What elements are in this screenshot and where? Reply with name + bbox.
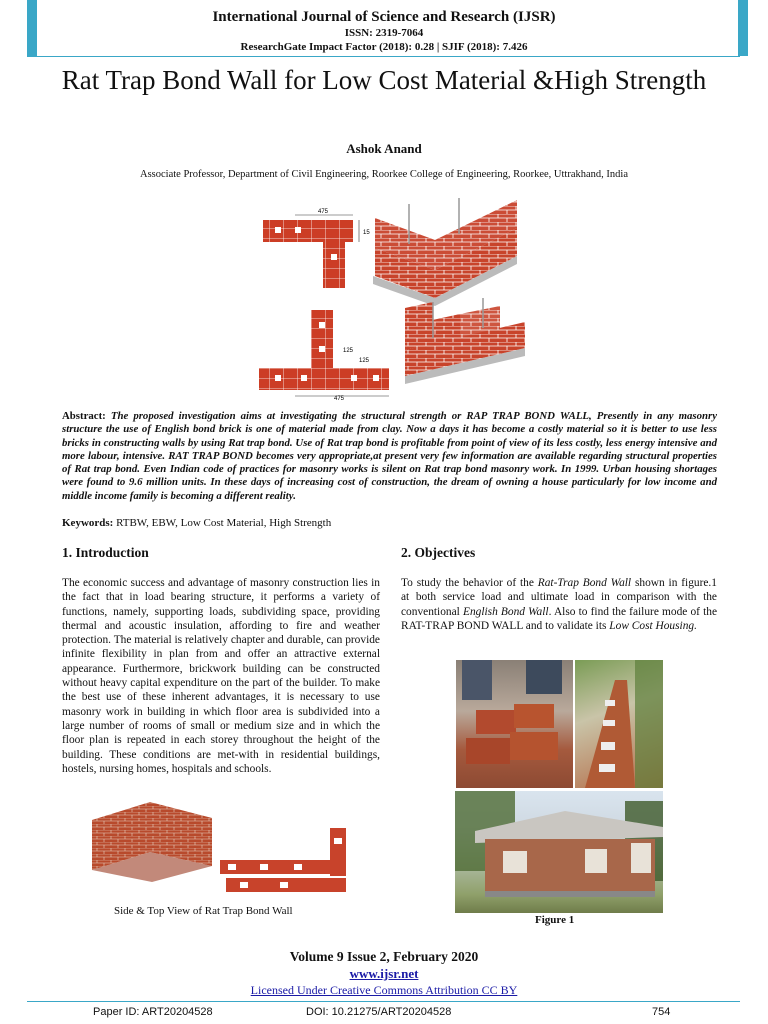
objectives-text-part: To study the behavior of the bbox=[401, 577, 538, 589]
objectives-text bbox=[401, 576, 717, 633]
dimension-label: 125 bbox=[343, 348, 354, 354]
intro-figure-caption: Side & Top View of Rat Trap Bond Wall bbox=[114, 905, 293, 917]
paper-title: Rat Trap Bond Wall for Low Cost Material &High Strength bbox=[61, 65, 707, 95]
photo-finished-house bbox=[455, 791, 663, 913]
rat-trap-figure bbox=[255, 198, 525, 400]
dimension-label: 475 bbox=[333, 396, 345, 400]
doi: DOI: 10.21275/ART20204528 bbox=[306, 1006, 452, 1018]
keywords bbox=[62, 517, 331, 529]
affiliation: Associate Professor, Department of Civil Engineering, Roorkee College of Engineering, Roorkee, Uttrakhand, India bbox=[140, 169, 628, 180]
journal-header bbox=[0, 8, 768, 54]
dimension-label: 125 bbox=[359, 358, 370, 364]
objectives-italic: English Bond Wall bbox=[462, 605, 549, 618]
abstract bbox=[62, 410, 717, 503]
dimension-label: 15 bbox=[363, 230, 370, 236]
page-number: 754 bbox=[652, 1006, 671, 1018]
top-view-plan bbox=[220, 828, 346, 892]
objectives-heading: 2. Objectives bbox=[401, 545, 476, 560]
plan-view-corner bbox=[263, 209, 370, 288]
photo-bricks-construction bbox=[456, 660, 573, 788]
objectives-text-part: shown in figure.1 at both service load and ultimate load in comparison with the conventional bbox=[401, 577, 717, 618]
keywords-label: Keywords: bbox=[62, 517, 114, 529]
keywords-text: RTBW, EBW, Low Cost Material, High Strength bbox=[113, 517, 332, 529]
header-rule bbox=[27, 56, 740, 57]
intro-text: The economic success and advantage of masonry construction lies in the fact that in load bearing structure, it performs a variety of functions, namely, supporting loads, subdividing space, providing thermal and acoustic insulation, affording to fire and weather protection. The material is relatively chapter and durable, can provide infinite flexibility in plan from and offer an attractive external appearance. Furthermore, brickwork building can be constructed without heavy capital expenditure on the part of the builder. To make the best use of these inherent advantages, it is necessary to use masonry work in building in which floor area is subdivided into a large number of rooms of small or medium size and in which the floor plan is repeated in each storey throughout the height of the building. These conditions are met-with in residential buildings, hostels, nursing homes, hospitals and schools. bbox=[62, 577, 380, 775]
objectives-italic: Low Cost Housing. bbox=[609, 619, 697, 632]
isometric-tee-wall bbox=[405, 298, 525, 384]
paper-id: Paper ID: ART20204528 bbox=[93, 1006, 213, 1018]
objectives-text-part: . Also to find the failure mode of the RAT-TRAP BOND WALL and to validate its bbox=[401, 605, 718, 632]
dimension-label: 475 bbox=[317, 209, 329, 215]
license-link[interactable]: Licensed Under Creative Commons Attribution CC BY bbox=[250, 983, 518, 997]
journal-website-link[interactable]: www.ijsr.net bbox=[349, 966, 419, 981]
objectives-italic: Rat-Trap Bond Wall bbox=[537, 577, 632, 589]
issn: ISSN: 2319-7064 bbox=[344, 27, 424, 39]
impact-factor: ResearchGate Impact Factor (2018): 0.28 | SJIF (2018): 7.426 bbox=[240, 41, 528, 53]
footer-rule bbox=[27, 1001, 740, 1002]
abstract-text: The proposed investigation aims at investigating the structural strength or RAP TRAP BOND WALL, Presently in any masonry structure the use of English bond brick is one of material made from clay. Now a days it has become a costly material so it is better to use less bricks in constructing walls by using Rat trap bond. Use of Rat trap bond is profitable from point of view of its less costly, less energy intensive and more labour, intensive. RAT TRAP BOND becomes very appropriate,at present very few information are available regarding structural properties of Rat trap bond. Even Indian code of practices for masonry works is silent on Rat trap bond masonry work. In 1999. Urban housing shortages were found to 9.6 million units. In these days of increasing cost of construction, the dream of owning a house particularly for low income and middle income family is becoming a different reality. bbox=[62, 410, 717, 502]
side-top-view-figure bbox=[90, 800, 362, 900]
isometric-corner-wall bbox=[373, 198, 517, 306]
figure-1-caption: Figure 1 bbox=[535, 914, 575, 926]
photo-wall-rows bbox=[575, 660, 663, 788]
intro-heading: 1. Introduction bbox=[62, 545, 149, 560]
abstract-label: Abstract: bbox=[62, 410, 106, 422]
footer-volume: Volume 9 Issue 2, February 2020 bbox=[289, 949, 479, 964]
journal-name: International Journal of Science and Research (IJSR) bbox=[212, 9, 556, 25]
plan-view-tee bbox=[259, 310, 389, 400]
author: Ashok Anand bbox=[346, 141, 422, 156]
